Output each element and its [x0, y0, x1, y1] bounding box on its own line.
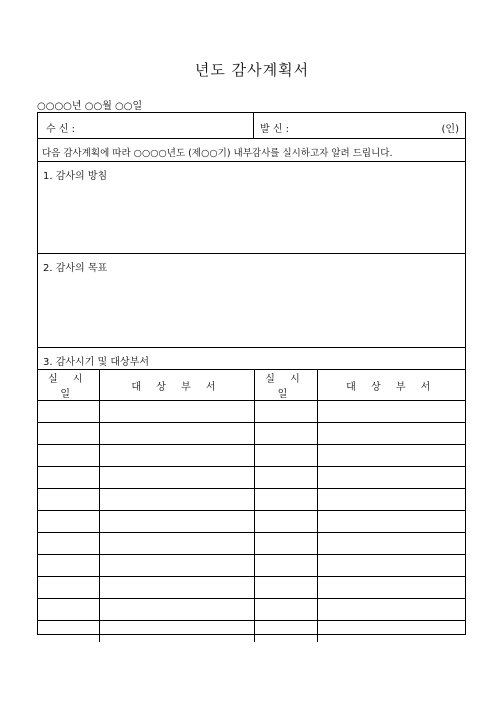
table-row	[38, 621, 465, 643]
dept-cell[interactable]	[99, 555, 254, 577]
date-cell[interactable]	[38, 445, 99, 467]
table-row	[38, 555, 465, 577]
section-goal-heading: 2. 감사의 목표	[43, 263, 108, 274]
date-cell[interactable]	[254, 599, 317, 621]
table-row	[38, 467, 465, 489]
header-dept-1: 대 상 부 서	[99, 370, 254, 401]
dept-cell[interactable]	[317, 401, 465, 423]
intro-row	[38, 139, 465, 162]
date-cell[interactable]	[38, 599, 99, 621]
dept-cell[interactable]	[99, 599, 254, 621]
section-schedule-heading: 3. 감사시기 및 대상부서	[43, 357, 150, 368]
header-date-2: 실 시 일	[254, 370, 317, 401]
dept-cell[interactable]	[99, 511, 254, 533]
dept-cell[interactable]	[317, 599, 465, 621]
table-row	[38, 511, 465, 533]
dept-cell[interactable]	[99, 423, 254, 445]
date-cell[interactable]	[254, 445, 317, 467]
recipient-sender-row	[38, 113, 465, 139]
section-schedule	[38, 348, 465, 370]
section-policy-heading: 1. 감사의 방침	[43, 171, 108, 182]
date-cell[interactable]	[38, 401, 99, 423]
header-dept-2: 대 상 부 서	[317, 370, 465, 401]
table-row	[38, 599, 465, 621]
header-date-1: 실 시 일	[38, 370, 99, 401]
dept-cell[interactable]	[99, 401, 254, 423]
date-cell[interactable]	[254, 401, 317, 423]
date-cell[interactable]	[254, 423, 317, 445]
header-divider	[253, 113, 254, 138]
date-cell[interactable]	[254, 555, 317, 577]
dept-cell[interactable]	[317, 533, 465, 555]
schedule-table-header	[38, 370, 465, 401]
date-cell[interactable]	[254, 577, 317, 599]
document-date: ○○○○년 ○○월 ○○일	[37, 101, 143, 112]
table-row	[38, 445, 465, 467]
audit-plan-form	[37, 112, 466, 635]
date-cell[interactable]	[38, 467, 99, 489]
date-cell[interactable]	[38, 577, 99, 599]
dept-cell[interactable]	[99, 577, 254, 599]
dept-cell[interactable]	[99, 467, 254, 489]
date-cell[interactable]	[254, 533, 317, 555]
date-cell[interactable]	[38, 489, 99, 511]
dept-cell[interactable]	[99, 621, 254, 643]
table-row	[38, 577, 465, 599]
dept-cell[interactable]	[99, 445, 254, 467]
intro-text: 다음 감사계획에 따라 ○○○○년도 (제○○기) 내부감사를 실시하고자 알려 드립니다.	[42, 148, 393, 159]
table-row	[38, 401, 465, 423]
table-row	[38, 533, 465, 555]
dept-cell[interactable]	[317, 511, 465, 533]
date-cell[interactable]	[38, 511, 99, 533]
dept-cell[interactable]	[317, 489, 465, 511]
date-cell[interactable]	[38, 621, 99, 643]
dept-cell[interactable]	[317, 467, 465, 489]
date-cell[interactable]	[254, 511, 317, 533]
document-title: 년도 감사계획서	[194, 61, 310, 79]
seal-mark: (인)	[441, 124, 459, 135]
recipient-label: 수 신 :	[46, 124, 76, 135]
section-goal	[38, 254, 465, 348]
date-cell[interactable]	[38, 533, 99, 555]
table-row	[38, 423, 465, 445]
dept-cell[interactable]	[99, 489, 254, 511]
section-policy	[38, 162, 465, 254]
dept-cell[interactable]	[317, 555, 465, 577]
schedule-table	[38, 370, 465, 642]
date-cell[interactable]	[38, 423, 99, 445]
date-cell[interactable]	[38, 555, 99, 577]
sender-label: 발 신 :	[260, 124, 290, 135]
table-row	[38, 489, 465, 511]
date-cell[interactable]	[254, 467, 317, 489]
dept-cell[interactable]	[317, 423, 465, 445]
dept-cell[interactable]	[99, 533, 254, 555]
dept-cell[interactable]	[317, 621, 465, 643]
date-cell[interactable]	[254, 621, 317, 643]
date-cell[interactable]	[254, 489, 317, 511]
dept-cell[interactable]	[317, 577, 465, 599]
dept-cell[interactable]	[317, 445, 465, 467]
